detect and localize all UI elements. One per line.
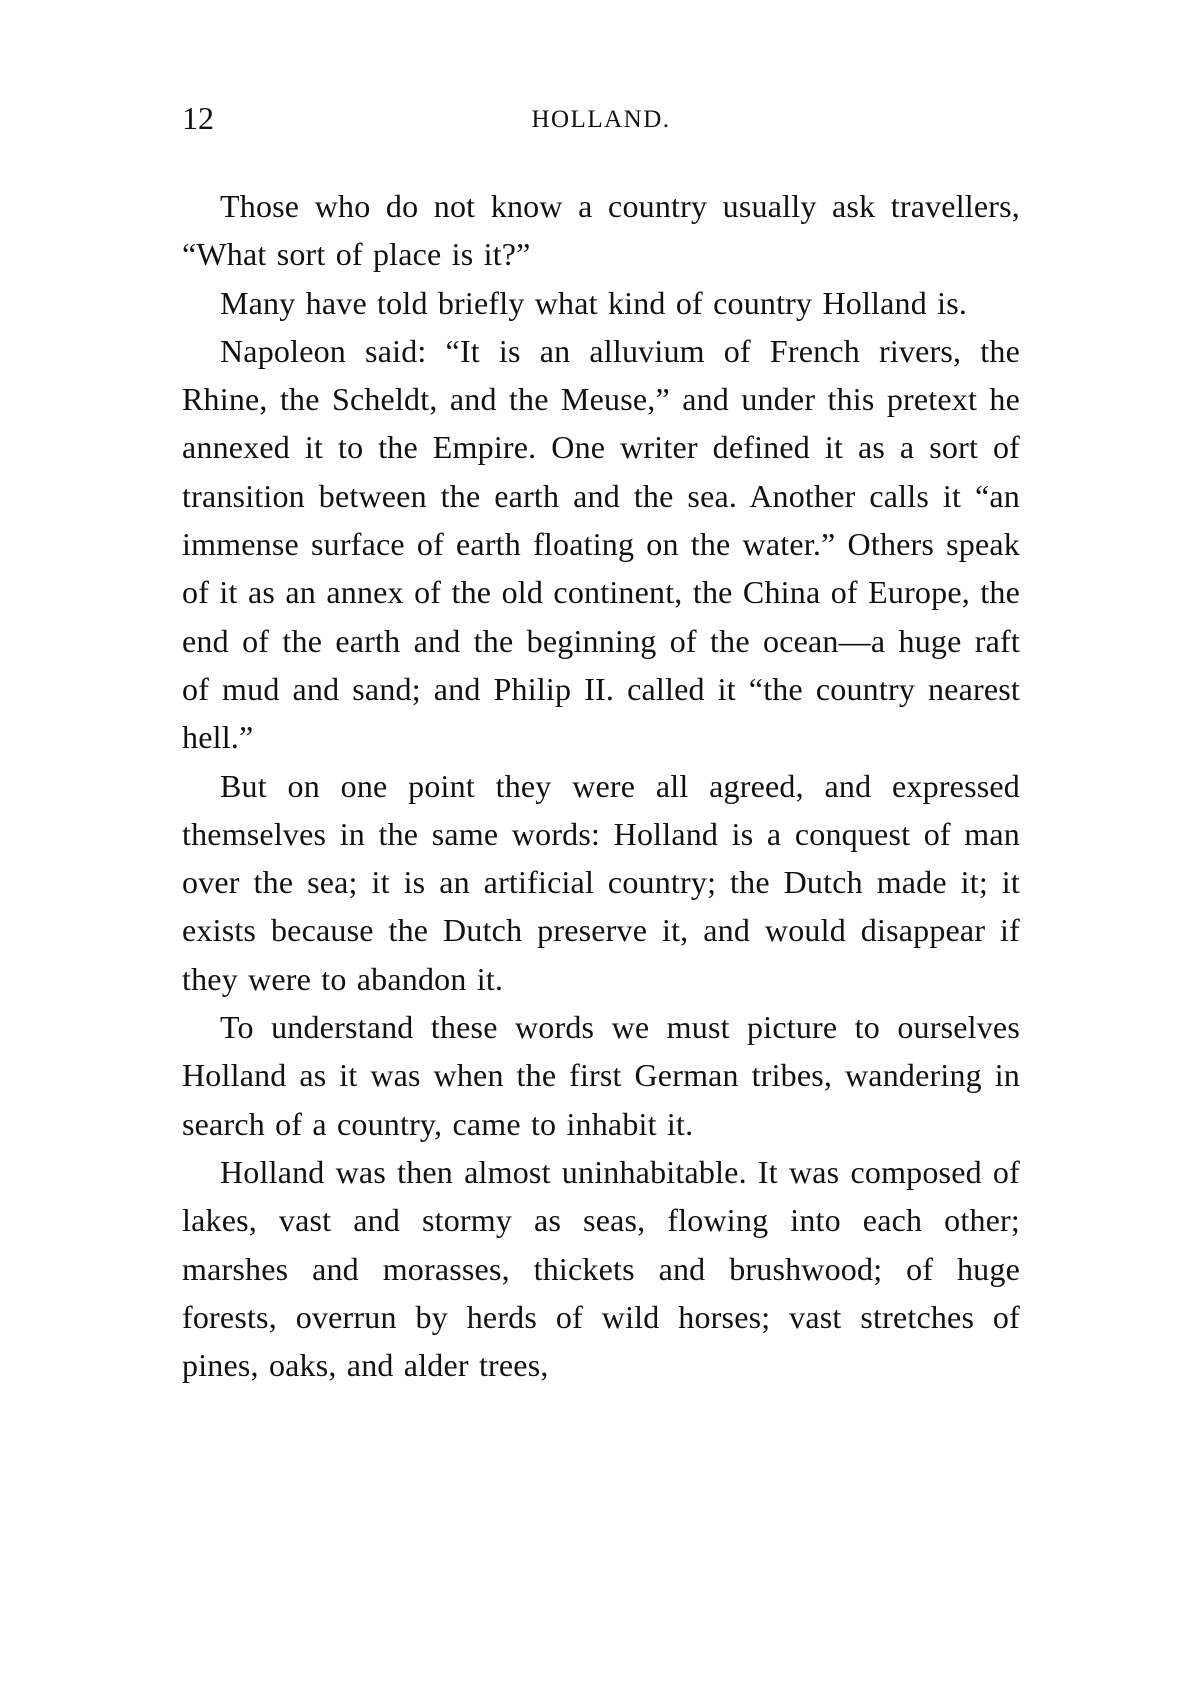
paragraph: To understand these words we must picture to ourselves Holland as it was when the first German tribes, wandering in search of a country, came to inhabit it. xyxy=(182,1009,1020,1142)
paragraph: But on one point they were all agreed, and expressed themselves in the same words: Holland is a conquest of man over the sea; it is an artificial country; the Dutch made it; it exists because the Dutch preserve it, and would disappear if they were to abandon it. xyxy=(182,767,1020,997)
paragraph: Many have told briefly what kind of country Holland is. xyxy=(220,284,968,321)
page-number: 12 xyxy=(182,100,214,136)
paragraph: Those who do not know a country usually ask travellers, “What sort of place is it?” xyxy=(182,188,1020,273)
running-title: HOLLAND. xyxy=(531,106,671,133)
running-head xyxy=(182,98,1020,138)
paragraph: Holland was then almost uninhabitable. It was composed of lakes, vast and stormy as seas, flowing into each other; marshes and morasses, thickets and brushwood; of huge forests, overrun by herds of wild horses; vast stretches of pines, oaks, and alder trees, xyxy=(182,1153,1020,1384)
body-text xyxy=(182,182,1020,1389)
paragraph: Napoleon said: “It is an alluvium of French rivers, the Rhine, the Scheldt, and the Meuse,” and under this pretext he annexed it to the Empire. One writer defined it as a sort of transition between the earth and the sea. Another calls it “an immense surface of earth floating on the water.” Others speak of it as an annex of the old continent, the China of Europe, the end of the earth and the beginning of the ocean—a huge raft of mud and sand; and Philip II. called it “the country nearest hell.” xyxy=(182,332,1020,756)
